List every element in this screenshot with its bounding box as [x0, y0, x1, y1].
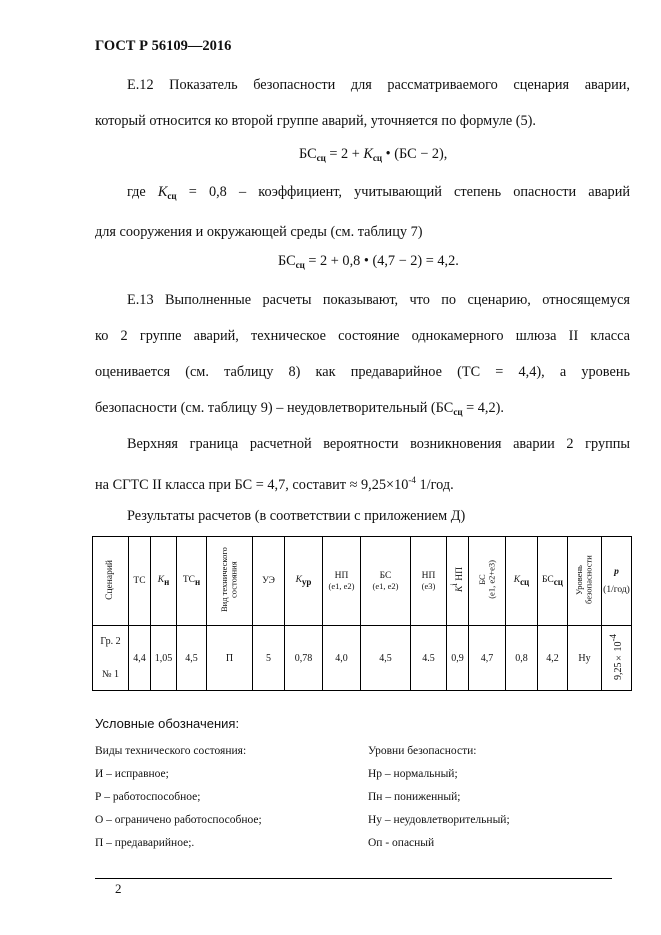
paragraph-line: Е.13 Выполненные расчеты показывают, что по сценарию, относящемуся: [127, 292, 630, 308]
paragraph-line: [95, 174, 630, 214]
header-state-type: Вид технического состояния: [207, 537, 253, 626]
cell-p: $9,25\times 10^{-4}$: [602, 626, 632, 691]
formula-subscript: сц: [316, 153, 326, 163]
legend-state-types: [95, 740, 262, 855]
header-bs-e1e2: БС (е1, е2): [361, 537, 411, 626]
legend-item: Р – работоспособное;: [95, 791, 201, 803]
header-bssc: $БС_{сц}$: [538, 537, 568, 626]
text-run: безопасности (см. таблицу 9) – неудовлетворительный (БС: [95, 400, 454, 416]
formula-term: БС: [299, 146, 317, 162]
header-ue: УЭ: [253, 537, 285, 626]
text-run: на СГТС II класса при БС = 4,7, составит ≈ 9,25×10: [95, 477, 409, 493]
page-number: 2: [115, 881, 122, 896]
paragraph-line: который относится ко второй группе аварий, уточняется по формуле (5).: [95, 113, 537, 129]
cell-k-np: 0,9: [447, 626, 469, 691]
cell-state-type: П: [207, 626, 253, 691]
text-run: где: [127, 184, 158, 200]
text-run: = 4,2).: [462, 400, 504, 416]
header-tsn: $ТС_н$: [177, 537, 207, 626]
header-np-e1e2: НП (е1, е2): [323, 537, 361, 626]
header-np-e3: НП (е3): [411, 537, 447, 626]
paragraph-line: Результаты расчетов (в соответствии с приложением Д): [127, 508, 466, 524]
legend-item: И – исправное;: [95, 768, 169, 780]
formula-term: = 2 + 0,8 • (4,7 − 2) = 4,2.: [304, 253, 459, 269]
header-p: p (1/год): [602, 537, 632, 626]
paragraph-line: ко 2 группе аварий, техническое состояние однокамерного шлюза II класса: [95, 328, 630, 344]
table-row: [93, 626, 632, 691]
legend-item: О – ограничено работоспособное;: [95, 814, 262, 826]
legend-item: Ну – неудовлетворительный;: [368, 814, 510, 826]
paragraph-e13: [95, 282, 630, 430]
formula-term: • (БС − 2),: [382, 146, 448, 162]
paragraph-line: Верхняя граница расчетной вероятности возникновения аварии 2 группы: [127, 436, 630, 452]
paragraph-line: [95, 390, 630, 430]
cell-tsn: 4,5: [177, 626, 207, 691]
header-safety-level: Уровень безопасности: [568, 537, 602, 626]
footer-divider: [95, 878, 612, 879]
cell-bssc: 4,2: [538, 626, 568, 691]
legend-item: П – предаварийное;.: [95, 837, 195, 849]
results-table: [92, 536, 632, 691]
cell-kn: 1,05: [151, 626, 177, 691]
text-subscript: сц: [167, 191, 177, 201]
text-run: = 0,8 – коэффициент, учитывающий степень опасности аварий: [176, 184, 630, 200]
cell-scenario: Гр. 2 № 1: [93, 626, 129, 691]
paragraph-results-intro: [95, 498, 630, 534]
header-k-np: $К^i$ НП: [447, 537, 469, 626]
paragraph-e12: [95, 67, 630, 139]
header-ksc: $К_{сц}$: [506, 537, 538, 626]
header-ts: ТС: [129, 537, 151, 626]
paragraph-coefficient: [95, 174, 630, 250]
text-superscript: -4: [408, 475, 416, 485]
formula-term: = 2 +: [325, 146, 364, 162]
legend-safety-levels: [368, 740, 510, 855]
table-header-row: [93, 537, 632, 626]
legend-heading: Виды технического состояния:: [95, 745, 247, 757]
formula-subscript: сц: [295, 260, 305, 270]
legend-heading: Уровни безопасности:: [368, 745, 477, 757]
cell-np-e1e2: 4,0: [323, 626, 361, 691]
cell-ksc: 0,8: [506, 626, 538, 691]
cell-bs-e1e2e3: 4,7: [469, 626, 506, 691]
cell-kur: 0,78: [285, 626, 323, 691]
paragraph-line: для сооружения и окружающей среды (см. таблицу 7): [95, 224, 423, 240]
paragraph-line: Е.12 Показатель безопасности для рассматриваемого сценария аварии,: [127, 77, 630, 93]
formula-term: БС: [278, 253, 296, 269]
text-run: К: [157, 184, 168, 200]
header-kur: $К_{ур}$: [285, 537, 323, 626]
formula-1: [299, 146, 447, 163]
cell-np-e3: 4.5: [411, 626, 447, 691]
formula-subscript: сц: [372, 153, 383, 163]
header-scenario: Сценарий: [93, 537, 129, 626]
paragraph-upper-bound: [95, 426, 630, 503]
header-kn: $К_н$: [151, 537, 177, 626]
text-run: 1/год.: [415, 477, 454, 493]
header-bs-e1e2e3: БС (е1, е2+е3): [469, 537, 506, 626]
cell-safety-level: Ну: [568, 626, 602, 691]
cell-ue: 5: [253, 626, 285, 691]
formula-term: К: [363, 146, 373, 162]
formula-2: [278, 253, 459, 270]
legend-item: Пн – пониженный;: [368, 791, 461, 803]
text-subscript: сц: [453, 407, 463, 417]
cell-bs-e1e2: 4,5: [361, 626, 411, 691]
legend-title: Условные обозначения:: [95, 716, 240, 731]
paragraph-line: оценивается (см. таблицу 8) как предаварийное (ТС = 4,4), а уровень: [95, 364, 630, 380]
document-header: ГОСТ Р 56109—2016: [95, 38, 232, 54]
paragraph-line: [95, 462, 630, 503]
legend-item: Оп - опасный: [368, 837, 435, 849]
cell-ts: 4,4: [129, 626, 151, 691]
legend-item: Нр – нормальный;: [368, 768, 458, 780]
